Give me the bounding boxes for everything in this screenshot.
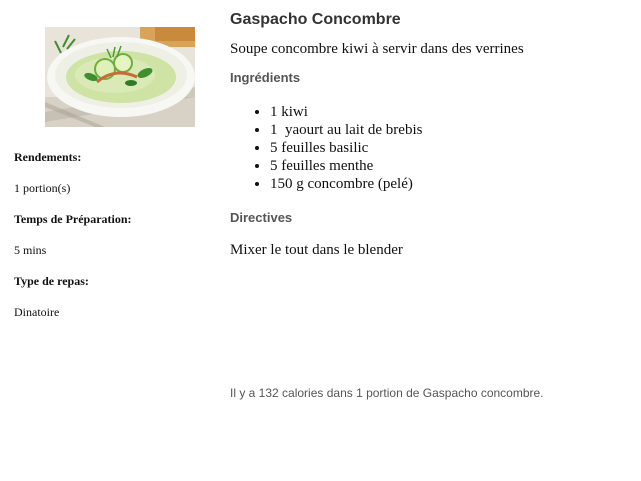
ingredient-item: • 5 feuilles menthe <box>270 157 422 175</box>
yield-value: 1 portion(s) <box>14 181 71 195</box>
recipe-photo <box>45 27 195 127</box>
yield-label: Rendements: <box>14 150 82 164</box>
calories-note: Il y a 132 calories dans 1 portion de Gaspacho concombre. <box>230 386 544 400</box>
recipe-title: Gaspacho Concombre <box>230 11 401 28</box>
meal-type-label: Type de repas: <box>14 274 89 288</box>
ingredients-list <box>230 103 422 193</box>
directions-text: Mixer le tout dans le blender <box>230 242 403 258</box>
meal-type-value: Dinatoire <box>14 305 60 319</box>
directions-heading: Directives <box>230 210 293 225</box>
ingredient-item: • 1 kiwi <box>270 103 422 121</box>
ingredient-item: • 1 yaourt au lait de brebis <box>270 121 422 139</box>
ingredient-item: • 150 g concombre (pelé) <box>270 175 422 193</box>
recipe-subtitle: Soupe concombre kiwi à servir dans des verrines <box>230 41 524 57</box>
prep-time-label: Temps de Préparation: <box>14 212 132 226</box>
ingredient-item: • 5 feuilles basilic <box>270 139 422 157</box>
prep-time-value: 5 mins <box>14 243 47 257</box>
ingredients-heading: Ingrédients <box>230 70 301 85</box>
cucumber-soup-bowl-image <box>45 27 195 127</box>
